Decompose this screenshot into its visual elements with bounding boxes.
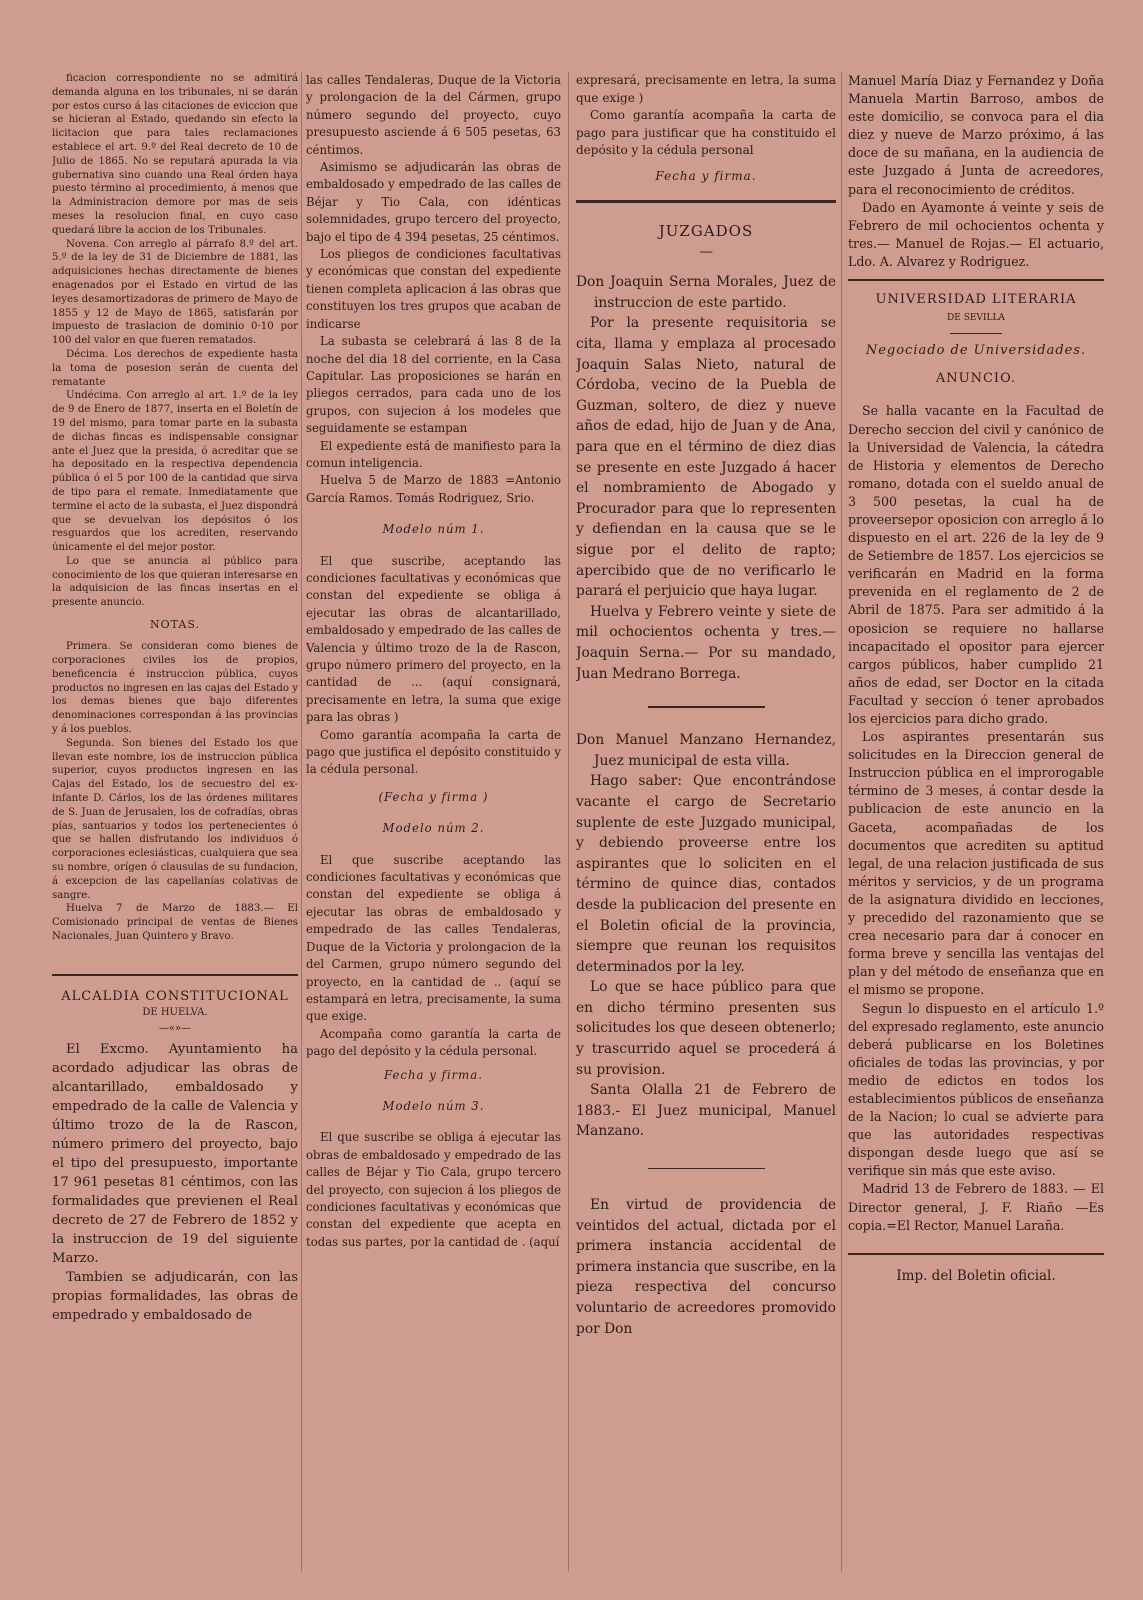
- paragraph: Como garantía acompaña la carta de pago para justificar que ha constituido el depósito y la cédula personal: [576, 108, 836, 157]
- paragraph: Madrid 13 de Febrero de 1883. — El Director general, J. F. Riaño —Es copia.=El Rector, Manuel Laraña.: [848, 1181, 1104, 1233]
- section-divider: [848, 279, 1104, 281]
- column-rule-2: [568, 72, 569, 1572]
- modelo-3-heading: Modelo núm 3.: [382, 1098, 485, 1113]
- notas-heading: NOTAS.: [150, 618, 200, 632]
- section-divider: [576, 200, 836, 203]
- paragraph: Los pliegos de condiciones facultativas y económicas que constan del expediente tienen completa aplicacion á las obras que constituyen los tres grupos que acaban de indicarse: [306, 247, 561, 331]
- paragraph: Se halla vacante en la Facultad de Derecho seccion del civil y canónico de la Universidad de Valencia, la cátedra de Historia y elementos de Derecho romano, dotada con el sueldo anual de 3 500 pesetas, la cual ha de proveersepor oposicion con arreglo á lo dispuesto en el art. 226 de la ley de 9 de Setiembre de 1857. Los ejercicios se verificarán en Madrid en la forma prevenida en el reglamento de 2 de Abril de 1875. Para ser admitido á la oposicion se requiere no hallarse incapacitado el opositor para ejercer cargos públicos, haber cumplido 21 años de edad, ser Doctor en la citada Facultad y seccion ó tener aprobados los ejercicios para dicho grado.: [848, 403, 1104, 726]
- paragraph: Segun lo dispuesto en el artículo 1.º del expresado reglamento, este anuncio deberá publicarse en los Boletines oficiales de todas las provincias, y por medio de edictos en todos los establecimientos públicos de enseñanza de la Nacion; lo cual se advierte para que las autoridades respectivas dispongan desde luego que así se verifique sin más que este aviso.: [848, 1000, 1104, 1179]
- fecha-firma: Fecha y firma.: [655, 168, 757, 183]
- paragraph: Primera. Se consideran como bienes de corporaciones civiles los de propios, beneficencia é instruccion pública, cuyos productos no ingresen en las cajas del Estado y los demas bienes que bajo diferentes denominaciones correspondan á las provincias y á los pueblos.: [52, 641, 298, 735]
- paragraph: Huelva 5 de Marzo de 1883 =Antonio García Ramos. Tomás Rodriguez, Srio.: [306, 473, 561, 505]
- modelo-2-heading: Modelo núm 2.: [382, 821, 485, 836]
- fecha-firma: (Fecha y firma ): [378, 789, 489, 804]
- paragraph: Asimismo se adjudicarán las obras de embaldosado y empedrado de las calles de Béjar y Tio Cala, con idénticas solemnidades, grupo tercero del proyecto, bajo el tipo de 4 394 pesetas, 25 céntimos.: [306, 160, 561, 244]
- paragraph: las calles Tendaleras, Duque de la Victoria y prolongacion de la del Cármen, grupo número segundo del proyecto, cuyo presupuesto asciende á 6 505 pesetas, 63 céntimos.: [306, 73, 561, 157]
- paragraph: Novena. Con arreglo al párrafo 8.º del art. 5.º de la ley de 31 de Diciembre de 1881, las adquisiciones hechas directamente de bienes enagenados por el Estado en virtud de las leyes desamortizadoras de primero de Mayo de 1855 y 12 de Mayo de 1865, satisfarán por impuesto de traslacion de dominio 0·10 por 100 del valor en que fueren rematados.: [52, 238, 298, 347]
- paragraph: Huelva y Febrero veinte y siete de mil ochocientos ochenta y tres.—Joaquin Serna.— Por su mandado, Juan Medrano Borrega.: [576, 603, 836, 682]
- alcaldia-subheading: DE HUELVA.: [142, 1006, 208, 1018]
- section-divider: [52, 974, 298, 976]
- paragraph: Por la presente requisitoria se cita, llama y emplaza al procesado Joaquin Salas Nieto, natural de Córdoba, vecino de la Puebla de Guzman, soltero, de diez y nueve años de edad, hijo de Juan y de Ana, para que en el término de diez dias se presente en este Juzgado á hacer el nombramiento de Abogado y Procurador para que lo representen y defiendan en la causa que se le sigue por el delito de rapto; apercibido que de no verificarlo le parará el perjuicio que haya lugar.: [576, 315, 836, 600]
- paragraph: El expediente está de manifiesto para la comun inteligencia.: [306, 438, 561, 470]
- paragraph: Hago saber: Que encontrándose vacante el cargo de Secretario suplente de este Juzgado municipal, y debiendo proveerse entre los aspirantes que lo soliciten en el término de quince dias, contados desde la publicacion del presente en el Boletin oficial de la provincia, siempre que reunan los requisitos determinados por la ley.: [576, 773, 836, 975]
- paragraph: El que suscribe se obliga á ejecutar las obras de embaldosado y empedrado de las calles de Béjar y Tio Cala, grupo tercero del proyecto, con sujecion á los pliegos de condiciones facultativas y económicas que constan del expediente que acepta en todas sus partes, por la cantidad de . (aquí: [306, 1130, 561, 1249]
- column-rule-3: [841, 72, 842, 1572]
- paragraph: Décima. Los derechos de expediente hasta la toma de posesion serán de cuenta del rematante: [52, 348, 298, 388]
- section-divider: [950, 333, 1001, 334]
- paragraph: Undécima. Con arreglo al art. 1.º de la ley de 9 de Enero de 1877, inserta en el Boletín de 19 del mismo, para tomar parte en la subasta de dichas fincas es indispensable consignar ante el Juez que la presida, ó acreditar que se ha depositado en la respectiva dependencia pública ó el 5 por 100 de la cantidad que sirva de tipo para el remate. Inmediatamente que termine el acto de la subasta, el Juez dispondrá que se devuelvan los depósitos ó los resguardos que los acrediten, reservando únicamente el del mejor postor.: [52, 390, 298, 554]
- paragraph: Como garantía acompaña la carta de pago que justifica el depósito constituido y la cédula personal.: [306, 727, 561, 777]
- paragraph: Lo que se hace público para que en dicho término presenten sus solicitudes los que deseen obtenerlo; y trascurrido aquel se procederá á su provision.: [576, 979, 836, 1078]
- universidad-heading: UNIVERSIDAD LITERARIA: [875, 292, 1077, 308]
- paragraph: Tambien se adjudicarán, con las propias formalidades, las obras de empedrado y embaldosado de: [52, 1269, 298, 1323]
- paragraph: ficacion correspondiente no se admitirá demanda alguna en los tribunales, ni se darán por estos curso á las citaciones de eviccion que se hicieran al Estado, quedando sin efecto la licitacion que para tales reclamaciones establece el art. 9.º del Real decreto de 10 de Julio de 1865. No se reputará apurada la via gubernativa sino cuando una Real órden haya puesto término al procedimiento, á menos que la Administracion demore por mas de seis meses la resolucion final, en cuyo caso quedará libre la accion de los Tribunales.: [52, 73, 298, 236]
- paragraph: Don Manuel Manzano Hernandez, Juez municipal de esta villa.: [576, 732, 836, 769]
- paragraph: Santa Olalla 21 de Febrero de 1883.- El Juez municipal, Manuel Manzano.: [576, 1082, 836, 1140]
- paragraph: El Excmo. Ayuntamiento ha acordado adjudicar las obras de alcantarillado, embaldosado y empedrado de la calle de Valencia y último trozo de la de Rascon, número primero del proyecto, bajo el tipo del presupuesto, importante 17 961 pesetas 81 céntimos, con las formalidades que previenen el Real decreto de 27 de Febrero de 1852 y la instruccion de 19 del siguiente Marzo.: [52, 1041, 298, 1266]
- paragraph: En virtud de providencia de veintidos del actual, dictada por el primera instancia accidental de primera instancia que suscribe, en la pieza respectiva del concurso voluntario de acreedores promovido por Don: [576, 1197, 836, 1337]
- imprint-footer: Imp. del Boletin oficial.: [896, 1267, 1056, 1284]
- paragraph: Acompaña como garantía la carta de pago del depósito y la cédula personal.: [306, 1026, 561, 1059]
- paragraph: La subasta se celebrará á las 8 de la noche del dia 18 del corriente, en la Casa Capitular. Las proposiciones se harán en pliegos cerrados, para cada uno de los grupos, con sujecion á los modeles que seguidamente se estampan: [306, 334, 561, 436]
- alcaldia-heading: ALCALDIA CONSTITUCIONAL: [61, 988, 289, 1004]
- paragraph: El que suscribe, aceptando las condiciones facultativas y económicas que constan del expediente se obliga á ejecutar las obras de alcantarillado, embaldosado y empedrado de las calles de Valencia y último trozo de la de Rascon, grupo número primero del proyecto, en la cantidad de ... (aquí consignará, precisamente en letra, la suma que exige para las obras ): [306, 553, 561, 725]
- column-3: [576, 72, 836, 1339]
- paragraph: El que suscribe aceptando las condiciones facultativas y económicas que constan del expediente se obliga á ejecutar las obras de embaldosado y empedrado de las calles Tendaleras, Duque de la Victoria y prolongacion de la del Carmen, grupo número segundo del proyecto, en la cantidad de .. (aquí se estampará en letra, precisamente, la suma que exige.: [306, 852, 561, 1024]
- modelo-1-heading: Modelo núm 1.: [382, 522, 485, 537]
- paragraph: Lo que se anuncia al público para conocimiento de los que quieran interesarse en la adquisicion de las fincas insertas en el presente anuncio.: [52, 555, 298, 609]
- section-divider: [648, 1168, 765, 1169]
- column-4: [848, 72, 1104, 1285]
- paragraph: Segunda. Son bienes del Estado los que llevan este nombre, los de instruccion pública superior, cuyos productos ingresen en las Cajas del Estado, los de secuestro del ex-infante D. Cárlos, los de las órdenes militares de S. Juan de Jerusalen, los de cofradías, obras pías, santuarios y todos los pertenecientes ó que se hallen disfrutando los individuos ó corporaciones eclesiásticas, cualquiera que sea su nombre, orígen ó clausulas de su fundacion, á excepcion de las capellanías colativas de sangre.: [52, 737, 298, 901]
- section-divider: [648, 706, 765, 708]
- anuncio-heading: ANUNCIO.: [935, 371, 1017, 387]
- juzgados-heading: JUZGADOS: [658, 222, 754, 241]
- paragraph: expresará, precisamente en letra, la suma que exige ): [576, 73, 836, 105]
- dash: —: [699, 243, 713, 260]
- paragraph: Don Joaquin Serna Morales, Juez de instruccion de este partido.: [576, 274, 836, 311]
- column-1: [52, 72, 298, 1325]
- universidad-subheading: DE SEVILLA: [947, 313, 1005, 324]
- negociado-heading: Negociado de Universidades.: [865, 343, 1087, 359]
- paragraph: Huelva 7 de Marzo de 1883.— El Comisionado principal de ventas de Bienes Nacionales, Juan Quintero y Bravo.: [52, 903, 298, 942]
- paragraph: Los aspirantes presentarán sus solicitudes en la Direccion general de Instruccion pública en el improrogable término de 3 meses, á contar desde la publicacion de este anuncio en la Gaceta, acompañadas de los documentos que acrediten su aptitud legal, de una relacion justificada de sus méritos y servicios, y de un programa de la asignatura dividido en lecciones, y precedido del razonamiento que se crea necesario para dar á conocer en forma breve y sencilla las ventajas del plan y del método de enseñanza que en el mismo se propone.: [848, 729, 1104, 998]
- paragraph: Manuel María Diaz y Fernandez y Doña Manuela Martin Barroso, ambos de este domicilio, se convoca para el dia diez y nueve de Marzo próximo, á las doce de su mañana, en la audiencia de este Juzgado á Junta de acreedores, para el reconocimiento de créditos.: [848, 73, 1104, 197]
- section-divider: [848, 1253, 1104, 1255]
- column-2: [306, 72, 561, 1251]
- ornament: —«»—: [158, 1022, 192, 1034]
- fecha-firma: Fecha y firma.: [384, 1067, 483, 1082]
- column-rule-1: [301, 72, 302, 1572]
- paragraph: Dado en Ayamonte á veinte y seis de Febrero de mil ochocientos ochenta y tres.— Manuel de Rojas.— El actuario, Ldo. A. Alvarez y Rodriguez.: [848, 199, 1104, 269]
